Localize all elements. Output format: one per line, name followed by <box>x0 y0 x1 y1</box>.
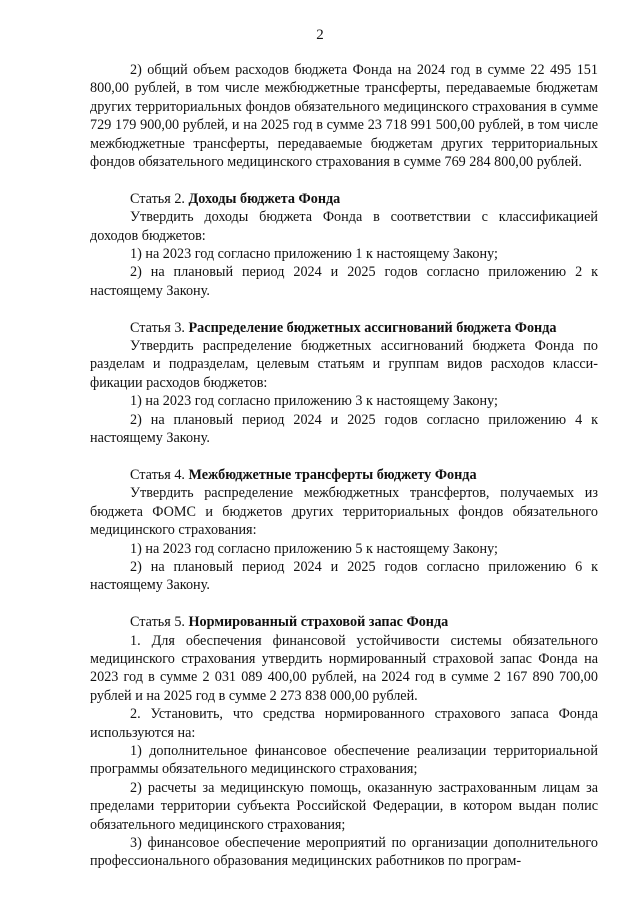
article-3-heading <box>90 319 598 337</box>
article-5-number: Статья 5. <box>130 614 185 631</box>
article-5-heading <box>90 613 598 631</box>
article-2-heading <box>90 190 598 208</box>
article-4-heading <box>90 466 598 484</box>
article-3-paragraph: 2) на плановый период 2024 и 2025 годов согласно приложению 4 к настоящему Закону. <box>90 411 598 447</box>
article-5-paragraph: 2) расчеты за медицинскую помощь, оказанную застрахованным лицам за пределами территории субъекта Российской Федерации, в котором выдан полис обязательного медицинского страхования; <box>90 779 598 833</box>
article-4-paragraph: 2) на плановый период 2024 и 2025 годов согласно приложению 6 к настоящему Закону. <box>90 558 598 594</box>
article-2-paragraph: Утвердить доходы бюджета Фонда в соответствии с классификацией доходов бюджетов: <box>90 209 598 244</box>
article-3-number: Статья 3. <box>130 319 185 336</box>
intro-paragraph: 2) общий объем расходов бюджета Фонда на 2024 год в сумме 22 495 151 800,00 рублей, в том числе межбюджетные трансферты, передаваемые бюджетам других территориальных фондов обязательного медицинского страхования в сумме 729 179 900,00 рублей, и на 2025 год в сумме 23 718 991 500,00 рублей, в том числе межбюджетные трансферты, передаваемые бюджетам других территориальных фондов обязательного медицинского страхования в сумме 769 284 800,00 рублей. <box>90 62 598 171</box>
article-3-paragraph: Утвердить распределение бюджетных ассигнований бюджета Фонда по разделам и подразделам, целевым статьям и группам видов расходов классификации расходов бюджетов: <box>90 338 598 391</box>
document-body <box>90 61 598 871</box>
article-5-title: Нормированный страховой запас Фонда <box>188 614 449 631</box>
article-4-paragraph: 1) на 2023 год согласно приложению 5 к настоящему Закону; <box>130 540 498 557</box>
article-5-paragraph: 3) финансовое обеспечение мероприятий по организации дополнительного профессионального образования медицинских работников по програм- <box>90 835 598 870</box>
article-5-paragraph: 2. Установить, что средства нормированного страхового запаса Фонда используются на: <box>90 706 598 741</box>
article-4-number: Статья 4. <box>130 466 185 483</box>
article-4-title: Межбюджетные трансферты бюджету Фонда <box>188 466 477 483</box>
page-number: 2 <box>316 27 324 43</box>
article-2-paragraph: 2) на плановый период 2024 и 2025 годов согласно приложению 2 к настоящему Закону. <box>90 264 598 299</box>
article-2-paragraph: 1) на 2023 год согласно приложению 1 к настоящему Закону; <box>130 246 498 263</box>
article-3-title: Распределение бюджетных ассигнований бюджета Фонда <box>188 319 557 336</box>
article-3-paragraph: 1) на 2023 год согласно приложению 3 к настоящему Закону; <box>130 393 498 410</box>
article-2-number: Статья 2. <box>130 190 185 207</box>
article-4-paragraph: Утвердить распределение межбюджетных трансфертов, получаемых из бюджета ФОМС и бюджетов других территориальных фондов обязательного медицинского страхования: <box>90 485 598 539</box>
article-2-title: Доходы бюджета Фонда <box>188 190 341 207</box>
article-5-paragraph: 1) дополнительное финансовое обеспечение реализации территориальной программы обязательного медицинского страхования; <box>90 742 598 778</box>
article-5-paragraph: 1. Для обеспечения финансовой устойчивости системы обязательного медицинского страхования утвердить нормированный страховой запас Фонда на 2023 год в сумме 2 031 089 400,00 рублей, на 2024 год в сумме 2 167 890 700,00 рублей и на 2025 год в сумме 2 273 838 000,00 рублей. <box>90 632 598 704</box>
